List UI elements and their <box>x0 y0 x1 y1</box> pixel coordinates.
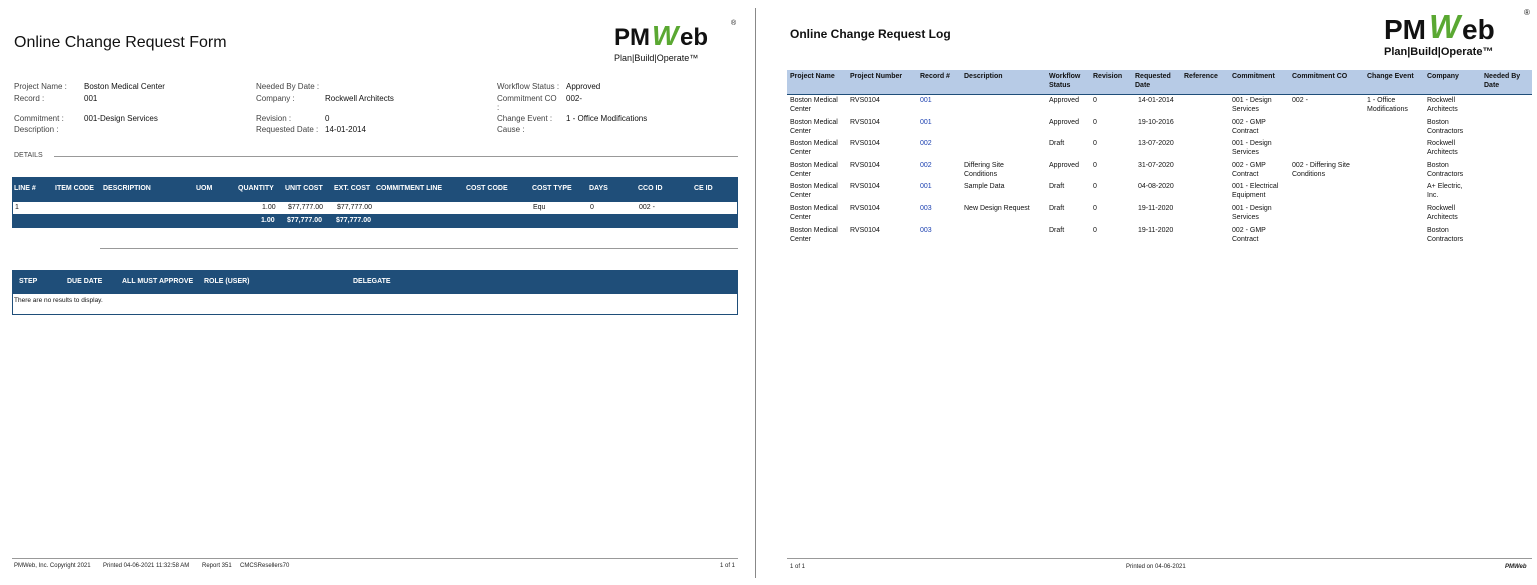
log-cell-revision: 0 <box>1093 161 1097 169</box>
workflow-status-label: Workflow Status : <box>497 82 560 91</box>
logo-w: W <box>652 20 679 51</box>
log-cell-commitment: 001 - Design <box>1232 205 1272 212</box>
log-footer-brand: PMWeb <box>1505 564 1527 570</box>
log-cell-requested: 04-08-2020 <box>1138 183 1174 191</box>
log-table-row <box>787 204 1532 226</box>
log-cell-commitment: Services <box>1232 106 1259 113</box>
log-cell-company: Contractors <box>1427 127 1464 135</box>
log-cell-commitment: Services <box>1232 149 1259 157</box>
log-col-needed-by-date: Date <box>1484 82 1500 89</box>
log-cell-commitment: 002 - GMP <box>1232 118 1266 126</box>
row-quantity: 1.00 <box>262 204 276 211</box>
log-cell-project-name: Boston Medical <box>790 226 838 234</box>
footer-page: 1 of 1 <box>720 563 736 569</box>
log-cell-change-event: 1 - Office <box>1367 97 1396 104</box>
row-ext-cost: $77,777.00 <box>337 204 373 211</box>
change-event-label: Change Event : <box>497 114 553 123</box>
log-cell-commitment: Services <box>1232 214 1259 221</box>
log-cell-commitment: 002 - GMP <box>1232 161 1266 169</box>
log-cell-record[interactable]: 001 <box>920 183 932 191</box>
log-col-record: Record # <box>920 73 950 80</box>
log-cell-company: Boston <box>1427 118 1449 126</box>
log-cell-project-number: RVS0104 <box>850 226 880 234</box>
log-cell-project-name: Center <box>790 106 812 113</box>
log-cell-project-number: RVS0104 <box>850 140 880 148</box>
log-cell-commitment: 002 - GMP <box>1232 226 1266 234</box>
log-cell-project-name: Center <box>790 214 812 221</box>
log-cell-record[interactable]: 001 <box>920 118 932 126</box>
log-cell-project-name: Center <box>790 235 812 243</box>
details-rule <box>54 156 738 157</box>
log-cell-commitment: 001 - Electrical <box>1232 183 1279 191</box>
commitment-label: Commitment : <box>14 114 64 123</box>
log-col-commitment-co: Commitment CO <box>1292 73 1348 80</box>
log-cell-requested: 19-11-2020 <box>1138 226 1174 234</box>
log-table-row <box>787 96 1532 118</box>
logo-log-registered: ® <box>1524 8 1530 17</box>
log-cell-company: Contractors <box>1427 235 1464 243</box>
form-footer-rule <box>12 558 738 559</box>
col-delegate: DELEGATE <box>353 278 391 285</box>
logo-log-eb: eb <box>1462 14 1495 45</box>
description-label: Description : <box>14 125 59 134</box>
logo-tagline: Plan|Build|Operate™ <box>614 53 699 63</box>
log-cell-revision: 0 <box>1093 118 1097 126</box>
log-col-description: Description <box>964 73 1003 80</box>
log-cell-project-number: RVS0104 <box>850 118 880 126</box>
footer-user: CMCSResellers70 <box>240 563 290 569</box>
log-cell-project-name: Center <box>790 170 812 178</box>
log-cell-commitment: 001 - Design <box>1232 140 1272 148</box>
log-cell-project-number: RVS0104 <box>850 97 880 104</box>
revision-value: 0 <box>325 114 330 123</box>
commitment-value: 001-Design Services <box>84 114 158 123</box>
log-table-header <box>787 70 1532 95</box>
log-cell-record[interactable]: 003 <box>920 226 932 234</box>
log-col-workflow: Workflow <box>1049 73 1081 80</box>
logo-log-tagline: Plan|Build|Operate™ <box>1384 46 1494 58</box>
log-cell-project-number: RVS0104 <box>850 183 880 191</box>
log-cell-status: Approved <box>1049 118 1079 126</box>
details-label: DETAILS <box>14 152 43 159</box>
pmweb-logo <box>614 22 739 66</box>
col-step: STEP <box>19 278 38 285</box>
log-footer-printed: Printed on 04-06-2021 <box>1126 564 1186 570</box>
total-ext-cost: $77,777.00 <box>336 217 372 224</box>
log-col-company: Company <box>1427 73 1459 80</box>
log-cell-company: Architects <box>1427 106 1458 113</box>
log-cell-project-name: Boston Medical <box>790 118 838 126</box>
col-description: DESCRIPTION <box>103 185 151 192</box>
log-cell-requested: 19-10-2016 <box>1138 118 1174 126</box>
col-ext-cost: EXT. COST <box>334 185 371 192</box>
log-cell-revision: 0 <box>1093 205 1097 212</box>
log-cell-company: Boston <box>1427 161 1449 169</box>
log-cell-project-name: Center <box>790 149 812 157</box>
needed-by-label: Needed By Date : <box>256 82 320 91</box>
col-ce-id: CE ID <box>694 185 713 192</box>
details-table-header <box>12 177 738 201</box>
log-cell-project-name: Boston Medical <box>790 205 838 212</box>
page-divider <box>755 8 756 578</box>
footer-copyright: PMWeb, Inc. Copyright 2021 <box>14 563 91 569</box>
log-cell-record[interactable]: 002 <box>920 161 932 169</box>
log-cell-commitment-co: 002 - Differing Site <box>1292 161 1350 169</box>
log-cell-commitment: Contract <box>1232 127 1259 135</box>
log-cell-company: Rockwell <box>1427 205 1456 212</box>
log-cell-project-name: Boston Medical <box>790 183 838 191</box>
log-col-requested-date: Date <box>1135 82 1151 89</box>
logo-log-pm: PM <box>1384 14 1426 45</box>
record-label: Record : <box>14 94 45 103</box>
log-cell-project-name: Center <box>790 127 812 135</box>
log-cell-commitment-co: 002 - <box>1292 97 1308 104</box>
log-cell-company: Inc. <box>1427 192 1439 200</box>
total-unit-cost: $77,777.00 <box>287 217 323 224</box>
log-cell-company: Boston <box>1427 226 1449 234</box>
log-cell-requested: 31-07-2020 <box>1138 161 1174 169</box>
col-uom: UOM <box>196 185 213 192</box>
log-cell-project-number: RVS0104 <box>850 205 880 212</box>
workflow-rule <box>100 248 738 249</box>
log-table-row <box>787 161 1532 183</box>
col-quantity: QUANTITY <box>238 185 274 192</box>
cause-label: Cause : <box>497 125 525 134</box>
log-cell-revision: 0 <box>1093 97 1097 104</box>
log-cell-company: Contractors <box>1427 170 1464 178</box>
workflow-empty-text: There are no results to display. <box>14 297 103 304</box>
revision-label: Revision : <box>256 114 292 123</box>
company-label: Company : <box>256 94 295 103</box>
col-cost-code: COST CODE <box>466 185 508 192</box>
total-quantity: 1.00 <box>261 217 275 224</box>
log-cell-requested: 14-01-2014 <box>1138 97 1174 104</box>
col-days: DAYS <box>589 185 608 192</box>
col-commitment-line: COMMITMENT LINE <box>376 185 443 192</box>
log-cell-project-name: Boston Medical <box>790 97 838 104</box>
commitment-co-colon: : <box>497 103 500 112</box>
log-col-project-number: Project Number <box>850 73 903 80</box>
change-event-value: 1 - Office Modifications <box>566 114 648 123</box>
workflow-table-body <box>12 293 738 315</box>
log-cell-status: Approved <box>1049 161 1079 169</box>
log-cell-commitment-co: Conditions <box>1292 170 1326 178</box>
logo-eb: eb <box>680 24 709 51</box>
requested-date-label: Requested Date : <box>256 125 319 134</box>
log-cell-status: Draft <box>1049 226 1065 234</box>
footer-printed: Printed 04-06-2021 11:32:58 AM <box>103 563 190 569</box>
log-cell-commitment: 001 - Design <box>1232 97 1272 104</box>
log-cell-status: Draft <box>1049 205 1065 212</box>
log-cell-requested: 13-07-2020 <box>1138 140 1174 148</box>
col-cost-type: COST TYPE <box>532 185 572 192</box>
log-cell-company: Rockwell <box>1427 140 1456 148</box>
log-cell-project-name: Boston Medical <box>790 140 838 148</box>
log-cell-description: Differing Site <box>964 161 1004 169</box>
log-cell-revision: 0 <box>1093 140 1097 148</box>
log-cell-project-number: RVS0104 <box>850 161 880 169</box>
log-cell-record[interactable]: 003 <box>920 205 932 212</box>
log-col-project-name: Project Name <box>790 73 835 80</box>
logo-registered: ® <box>731 20 737 27</box>
log-cell-company: Rockwell <box>1427 97 1456 104</box>
log-title: Online Change Request Log <box>790 27 951 41</box>
log-cell-revision: 0 <box>1093 183 1097 191</box>
log-cell-status: Draft <box>1049 183 1065 191</box>
log-table-row <box>787 118 1532 140</box>
row-days: 0 <box>590 204 594 211</box>
col-unit-cost: UNIT COST <box>285 185 323 192</box>
company-value: Rockwell Architects <box>325 94 394 103</box>
pmweb-logo-log <box>1384 10 1534 60</box>
log-col-reference: Reference <box>1184 73 1218 80</box>
log-table-row <box>787 139 1532 161</box>
log-col-change-event: Change Event <box>1367 73 1414 80</box>
commitment-co-label: Commitment CO <box>497 94 557 103</box>
col-role-user: ROLE (USER) <box>204 278 250 285</box>
log-cell-commitment: Equipment <box>1232 192 1266 200</box>
col-cco-id: CCO ID <box>638 185 663 192</box>
log-footer-page: 1 of 1 <box>790 564 806 570</box>
log-footer-rule <box>787 558 1532 559</box>
log-col-needed-by: Needed By <box>1484 73 1521 80</box>
col-all-must-approve: ALL MUST APPROVE <box>122 278 194 285</box>
log-cell-status: Approved <box>1049 97 1079 104</box>
log-cell-description: Sample Data <box>964 183 1005 191</box>
row-cost-type: Equ <box>533 204 546 211</box>
log-cell-project-name: Center <box>790 192 812 200</box>
workflow-table-header <box>12 270 738 293</box>
log-cell-commitment: Contract <box>1232 170 1259 178</box>
log-cell-requested: 19-11-2020 <box>1138 205 1174 212</box>
log-col-revision: Revision <box>1093 73 1123 80</box>
project-name-value: Boston Medical Center <box>84 82 165 91</box>
row-cco-id: 002 - <box>639 204 655 211</box>
log-col-requested: Requested <box>1135 73 1171 80</box>
logo-pm: PM <box>614 24 650 51</box>
log-cell-change-event: Modifications <box>1367 106 1408 113</box>
log-cell-revision: 0 <box>1093 226 1097 234</box>
log-cell-description: New Design Request <box>964 205 1030 212</box>
log-table-row <box>787 226 1532 248</box>
log-table-row <box>787 182 1532 204</box>
log-cell-status: Draft <box>1049 140 1065 148</box>
row-unit-cost: $77,777.00 <box>288 204 324 211</box>
log-cell-commitment: Contract <box>1232 235 1259 243</box>
logo-log-w: W <box>1429 8 1461 45</box>
log-cell-description: Conditions <box>964 170 998 178</box>
form-title: Online Change Request Form <box>14 34 227 51</box>
log-cell-company: A+ Electric, <box>1427 183 1463 191</box>
requested-date-value: 14-01-2014 <box>325 125 366 134</box>
workflow-status-value: Approved <box>566 82 601 91</box>
details-total-row <box>12 214 738 228</box>
commitment-co-value: 002- <box>566 94 583 103</box>
log-cell-record[interactable]: 002 <box>920 140 932 148</box>
log-cell-project-name: Boston Medical <box>790 161 838 169</box>
log-col-status: Status <box>1049 82 1071 89</box>
col-item-code: ITEM CODE <box>55 185 94 192</box>
col-line: LINE # <box>14 185 36 192</box>
col-due-date: DUE DATE <box>67 278 103 285</box>
log-cell-record[interactable]: 001 <box>920 97 932 104</box>
row-line: 1 <box>15 204 19 211</box>
footer-report: Report 351 <box>202 563 232 569</box>
log-col-commitment: Commitment <box>1232 73 1275 80</box>
project-name-label: Project Name : <box>14 82 67 91</box>
log-cell-company: Architects <box>1427 149 1458 157</box>
record-value: 001 <box>84 94 98 103</box>
log-cell-company: Architects <box>1427 214 1458 221</box>
